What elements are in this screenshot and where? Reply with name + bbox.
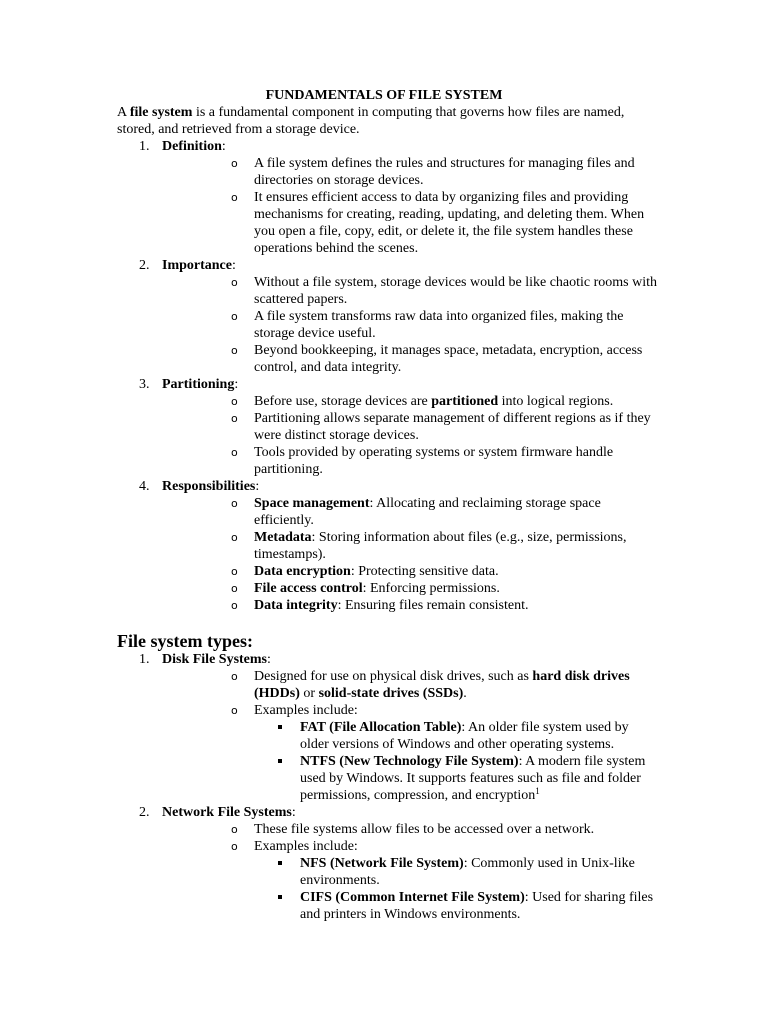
item-colon: : [291,805,296,820]
footnote-ref: 1 [535,786,540,796]
intro-post: is a fundamental component in computing that governs how files are named, stored, and retrieved from a storage device. [117,105,625,137]
bullet-marker: o [231,565,238,578]
item-title: Responsibilities [162,479,256,494]
item-title: Network File Systems [162,805,292,820]
example-item [162,719,657,753]
bullet-item [162,189,657,257]
bullet-text: . [463,686,467,701]
bullet-bold-term: Data integrity [254,598,338,613]
bullet-marker: o [231,157,238,170]
bullet-bold-term: hard disk drives (HDDs) [254,669,630,701]
square-bullet-icon [278,861,282,865]
item-number: 1. [139,139,150,154]
bullet-list [162,274,657,376]
bullet-item [162,529,657,563]
bullet-item [162,580,657,597]
bullet-bold-term: solid-state drives (SSDs) [318,686,464,701]
list-item [117,138,657,257]
example-text: : A modern file system used by Windows. It supports features such as file and folder permissions, compression, and encryption [300,754,646,803]
bullet-list [162,393,657,478]
example-name: NFS (Network File System) [300,856,464,871]
example-name: CIFS (Common Internet File System) [300,890,525,905]
bullet-marker: o [231,310,238,323]
item-colon: : [255,479,260,494]
bullet-text: Without a file system, storage devices would be like chaotic rooms with scattered papers. [254,275,658,307]
bullet-list [162,155,657,257]
item-colon: : [234,377,239,392]
bullet-marker: o [231,191,238,204]
bullet-text: into logical regions. [498,394,614,409]
bullet-bold-term: Space management [254,496,370,511]
bullet-marker: o [231,497,238,510]
bullet-text: Beyond bookkeeping, it manages space, metadata, encryption, access control, and data integrity. [254,343,643,375]
bullet-text: : Enforcing permissions. [362,581,500,596]
bullet-list [162,495,657,614]
bullet-list [162,668,657,804]
bullet-item [162,668,657,702]
fundamentals-list [117,138,657,614]
bullet-marker: o [231,599,238,612]
bullet-item [162,393,657,410]
example-item [162,855,657,889]
bullet-bold-term: Metadata [254,530,312,545]
example-name: FAT (File Allocation Table) [300,720,462,735]
bullet-bold-term: Data encryption [254,564,351,579]
intro-pre: A [117,105,130,120]
item-number: 3. [139,377,150,392]
bullet-item [162,155,657,189]
list-item [117,257,657,376]
bullet-item [162,838,657,855]
bullet-text: : Protecting sensitive data. [350,564,499,579]
section-heading: File system types: [117,631,253,651]
bullet-marker: o [231,704,238,717]
bullet-marker: o [231,412,238,425]
bullet-marker: o [231,582,238,595]
bullet-item [162,444,657,478]
square-bullet-icon [278,725,282,729]
bullet-text: A file system defines the rules and structures for managing files and directories on storage devices. [254,156,635,188]
example-text: : Used for sharing files and printers in Windows environments. [300,890,654,922]
example-item [162,889,657,923]
bullet-item [162,308,657,342]
bullet-text: : Ensuring files remain consistent. [337,598,529,613]
bullet-marker: o [231,276,238,289]
bullet-item [162,342,657,376]
bullet-item [162,702,657,719]
bullet-text: : Allocating and reclaiming storage space efficiently. [254,496,601,528]
bullet-marker: o [231,823,238,836]
bullet-text: Tools provided by operating systems or system firmware handle partitioning. [254,445,614,477]
item-colon: : [221,139,226,154]
bullet-item [162,495,657,529]
intro-paragraph [117,104,647,138]
list-item [117,804,657,923]
bullet-item [162,563,657,580]
item-title: Importance [162,258,232,273]
square-bullet-icon [278,895,282,899]
bullet-bold-term: File access control [254,581,363,596]
bullet-text: Partitioning allows separate management of different regions as if they were distinct storage devices. [254,411,651,443]
item-number: 1. [139,652,150,667]
bullet-marker: o [231,670,238,683]
bullet-text: Designed for use on physical disk drives, such as [254,669,533,684]
intro-bold: file system [129,105,193,120]
bullet-marker: o [231,531,238,544]
bullet-text: It ensures efficient access to data by organizing files and providing mechanisms for creating, reading, updating, and deleting them. When you open a file, copy, edit, or delete it, the file system handles these operations behind the scenes. [254,190,645,256]
example-name: NTFS (New Technology File System) [300,754,519,769]
bullet-text: These file systems allow files to be accessed over a network. [254,822,595,837]
item-colon: : [232,258,236,273]
example-text: : An older file system used by older versions of Windows and other operating systems. [300,720,629,752]
example-text: : Commonly used in Unix-like environments. [300,856,635,888]
bullet-marker: o [231,840,238,853]
bullet-marker: o [231,344,238,357]
bullet-list [162,821,657,923]
item-number: 2. [139,805,150,820]
file-system-types-list [117,651,657,923]
bullet-text: Examples include: [254,703,358,718]
bullet-item [162,274,657,308]
bullet-marker: o [231,446,238,459]
item-title: Disk File Systems [162,652,267,667]
item-title: Partitioning [162,377,235,392]
bullet-bold-term: partitioned [431,394,499,409]
document-title: FUNDAMENTALS OF FILE SYSTEM [265,88,503,103]
list-item [117,478,657,614]
bullet-text: Before use, storage devices are [254,394,432,409]
square-bullet-icon [278,759,282,763]
bullet-text: Examples include: [254,839,358,854]
bullet-text: A file system transforms raw data into organized files, making the storage device useful. [254,309,624,341]
item-number: 4. [139,479,150,494]
bullet-marker: o [231,395,238,408]
bullet-item [162,597,657,614]
bullet-item [162,821,657,838]
list-item [117,651,657,804]
list-item [117,376,657,478]
item-number: 2. [139,258,150,273]
item-colon: : [267,652,271,667]
bullet-text: : Storing information about files (e.g., size, permissions, timestamps). [254,530,627,562]
bullet-item [162,410,657,444]
item-title: Definition [162,139,222,154]
example-item [162,753,657,804]
bullet-text: or [299,686,319,701]
